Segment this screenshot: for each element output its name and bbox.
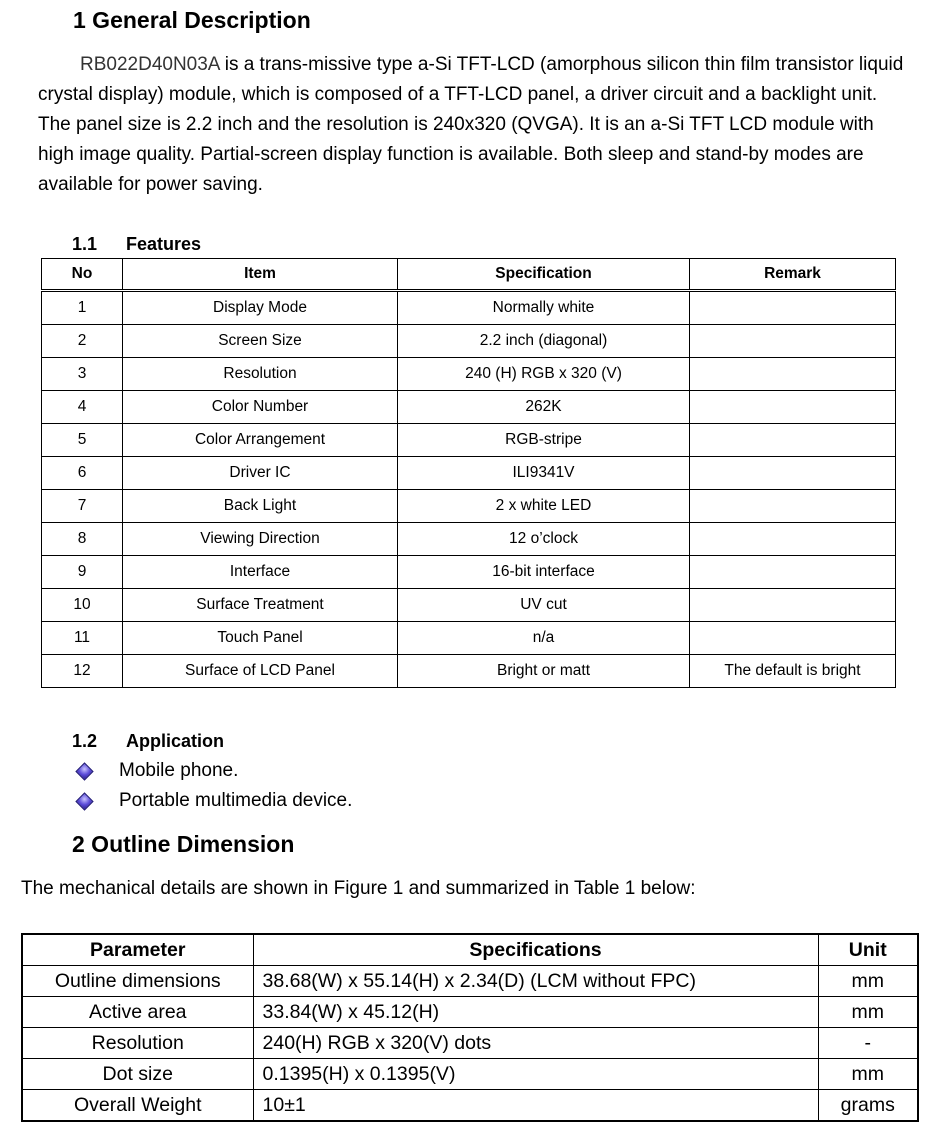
row-no: 1 [42, 291, 123, 325]
row-spec: 16-bit interface [398, 556, 690, 589]
outline-dimension-table [21, 933, 919, 1122]
row-unit: mm [818, 966, 918, 997]
list-item-text: Mobile phone. [119, 760, 239, 781]
row-remark [690, 490, 896, 523]
table-row [22, 997, 918, 1028]
table-row [42, 291, 896, 325]
section-1-title: 1 General Description [73, 7, 311, 33]
row-spec: n/a [398, 622, 690, 655]
row-item: Color Arrangement [123, 424, 398, 457]
row-specification: 10±1 [253, 1090, 818, 1122]
row-remark [690, 523, 896, 556]
row-item: Viewing Direction [123, 523, 398, 556]
row-remark [690, 457, 896, 490]
row-spec: Bright or matt [398, 655, 690, 688]
row-no: 9 [42, 556, 123, 589]
table-row [42, 622, 896, 655]
row-spec: 262K [398, 391, 690, 424]
row-remark [690, 391, 896, 424]
features-number: 1.1 [72, 234, 98, 254]
row-item: Touch Panel [123, 622, 398, 655]
row-spec: UV cut [398, 589, 690, 622]
table-row [42, 457, 896, 490]
row-remark [690, 358, 896, 391]
row-remark [690, 424, 896, 457]
table-row [22, 1090, 918, 1122]
row-spec: Normally white [398, 291, 690, 325]
row-spec: ILI9341V [398, 457, 690, 490]
application-list [72, 756, 352, 816]
features-header-row [42, 259, 896, 291]
table-row [42, 424, 896, 457]
diamond-bullet-icon [75, 762, 93, 780]
row-item: Color Number [123, 391, 398, 424]
column-header-parameter: Parameter [22, 934, 253, 966]
row-item: Display Mode [123, 291, 398, 325]
row-spec: 12 o’clock [398, 523, 690, 556]
outline-header-row [22, 934, 918, 966]
description-text: is a trans-missive type a-Si TFT-LCD (amorphous silicon thin film transistor liquid crystal display) module, which is composed of a TFT-LCD panel, a driver circuit and a backlight unit. The panel size is 2.2 inch and the resolution is 240x320 (QVGA). It is an a-Si TFT LCD module with high image quality. Partial-screen display function is available. Both sleep and stand-by modes are available for power saving. [38, 54, 904, 195]
row-unit: mm [818, 997, 918, 1028]
application-title: Application [126, 731, 224, 751]
column-header-specification: Specification [398, 259, 690, 291]
row-unit: - [818, 1028, 918, 1059]
row-remark [690, 291, 896, 325]
list-item [72, 756, 352, 786]
row-item: Surface Treatment [123, 589, 398, 622]
row-remark [690, 325, 896, 358]
row-no: 12 [42, 655, 123, 688]
row-no: 3 [42, 358, 123, 391]
diamond-bullet-icon [75, 792, 93, 810]
row-parameter: Overall Weight [22, 1090, 253, 1122]
row-no: 8 [42, 523, 123, 556]
table-row [22, 1059, 918, 1090]
list-item [72, 786, 352, 816]
application-heading [72, 730, 224, 752]
row-parameter: Active area [22, 997, 253, 1028]
row-parameter: Dot size [22, 1059, 253, 1090]
row-no: 7 [42, 490, 123, 523]
table-row [22, 1028, 918, 1059]
column-header-item: Item [123, 259, 398, 291]
row-parameter: Outline dimensions [22, 966, 253, 997]
table-row [42, 358, 896, 391]
row-remark [690, 622, 896, 655]
row-spec: 2 x white LED [398, 490, 690, 523]
features-heading [72, 233, 201, 255]
general-description-paragraph [38, 50, 908, 200]
features-table [41, 258, 896, 688]
row-specification: 38.68(W) x 55.14(H) x 2.34(D) (LCM without FPC) [253, 966, 818, 997]
row-spec: RGB-stripe [398, 424, 690, 457]
row-item: Surface of LCD Panel [123, 655, 398, 688]
row-remark: The default is bright [690, 655, 896, 688]
table-row [42, 556, 896, 589]
row-no: 6 [42, 457, 123, 490]
row-no: 10 [42, 589, 123, 622]
table-row [42, 490, 896, 523]
column-header-remark: Remark [690, 259, 896, 291]
row-unit: grams [818, 1090, 918, 1122]
row-no: 5 [42, 424, 123, 457]
model-number: RB022D40N03A [80, 54, 220, 75]
list-item-text: Portable multimedia device. [119, 790, 353, 811]
table-row [42, 589, 896, 622]
application-number: 1.2 [72, 731, 98, 751]
row-no: 4 [42, 391, 123, 424]
table-row [22, 966, 918, 997]
table-row [42, 391, 896, 424]
row-item: Back Light [123, 490, 398, 523]
row-item: Resolution [123, 358, 398, 391]
section-2-title: 2 Outline Dimension [72, 831, 295, 857]
table-row [42, 523, 896, 556]
row-specification: 33.84(W) x 45.12(H) [253, 997, 818, 1028]
row-no: 2 [42, 325, 123, 358]
outline-intro-text: The mechanical details are shown in Figure 1 and summarized in Table 1 below: [21, 878, 696, 899]
row-remark [690, 556, 896, 589]
column-header-no: No [42, 259, 123, 291]
features-title: Features [126, 234, 202, 254]
row-specification: 0.1395(H) x 0.1395(V) [253, 1059, 818, 1090]
table-row [42, 325, 896, 358]
row-item: Driver IC [123, 457, 398, 490]
row-remark [690, 589, 896, 622]
row-item: Screen Size [123, 325, 398, 358]
column-header-unit: Unit [818, 934, 918, 966]
row-specification: 240(H) RGB x 320(V) dots [253, 1028, 818, 1059]
row-item: Interface [123, 556, 398, 589]
row-spec: 2.2 inch (diagonal) [398, 325, 690, 358]
row-unit: mm [818, 1059, 918, 1090]
table-row [42, 655, 896, 688]
row-spec: 240 (H) RGB x 320 (V) [398, 358, 690, 391]
column-header-specifications: Specifications [253, 934, 818, 966]
row-no: 11 [42, 622, 123, 655]
row-parameter: Resolution [22, 1028, 253, 1059]
